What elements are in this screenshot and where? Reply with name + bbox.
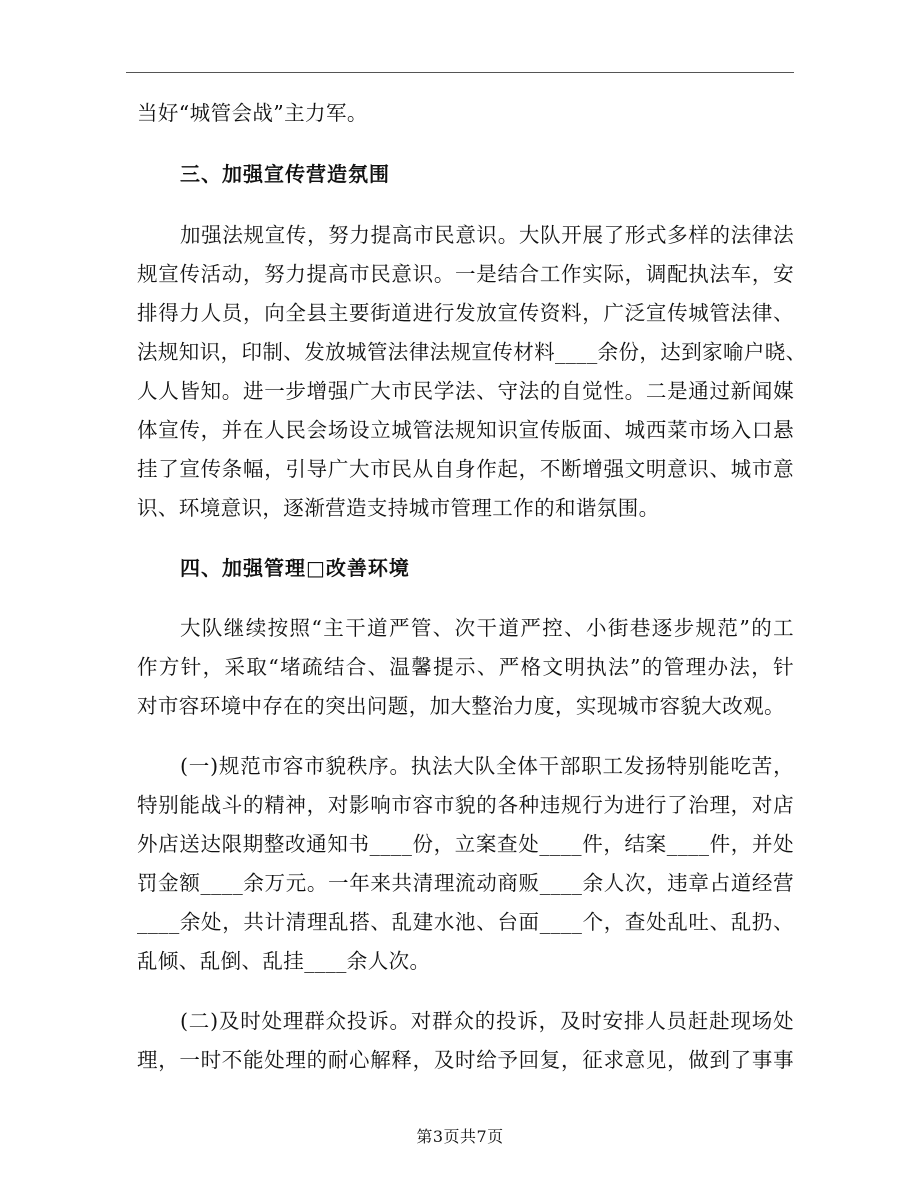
paragraph-line: ____余处，共计清理乱搭、乱建水池、台面____个，查处乱吐、乱扔、 [137, 910, 794, 934]
section-heading-3: 三、加强宣传营造氛围 [180, 162, 390, 186]
header-rule [126, 72, 794, 73]
paragraph-line: 加强法规宣传，努力提高市民意识。大队开展了形式多样的法律法 [180, 223, 794, 247]
paragraph-line: 大队继续按照“主干道严管、次干道严控、小街巷逐步规范”的工 [180, 616, 794, 640]
paragraph-line: 排得力人员，向全县主要街道进行发放宣传资料，广泛宣传城管法律、 [137, 301, 794, 325]
paragraph-line: 外店送达限期整改通知书____份，立案查处____件，结案____件，并处 [137, 832, 794, 856]
paragraph-line: 当好“城管会战”主力军。 [137, 101, 368, 125]
paragraph-management [137, 613, 794, 721]
paragraph-line: 对市容环境中存在的突出问题，加大整治力度，实现城市容貌大改观。 [137, 694, 785, 718]
paragraph-line: 罚金额____余万元。一年来共清理流动商贩____余人次，违章占道经营 [137, 871, 794, 895]
paragraph-publicity [137, 220, 807, 523]
paragraph-line: 挂了宣传条幅，引导广大市民从自身作起，不断增强文明意识、城市意 [137, 457, 794, 481]
paragraph-city-appearance [137, 751, 794, 976]
page-footer: 第3页共7页 [416, 1127, 504, 1146]
paragraph-line: 作方针，采取“堵疏结合、温馨提示、严格文明执法”的管理办法，针 [137, 655, 794, 679]
paragraph-line: 规宣传活动，努力提高市民意识。一是结合工作实际，调配执法车，安 [137, 262, 794, 286]
paragraph-line: 人人皆知。进一步增强广大市民学法、守法的自觉性。二是通过新闻媒 [137, 379, 794, 403]
paragraph-complaints [137, 1006, 794, 1075]
paragraph-line: 理，一时不能处理的耐心解释，及时给予回复，征求意见，做到了事事 [137, 1048, 794, 1072]
paragraph-line: (二)及时处理群众投诉。对群众的投诉，及时安排人员赶赴现场处 [180, 1009, 794, 1033]
paragraph-line: 特别能战斗的精神，对影响市容市貌的各种违规行为进行了治理，对店 [137, 793, 794, 817]
paragraph-line: 法规知识，印制、发放城管法律法规宣传材料____余份，达到家喻户晓、 [137, 340, 807, 364]
paragraph-line: 乱倾、乱倒、乱挂____余人次。 [137, 949, 431, 973]
document-body [137, 98, 807, 1075]
paragraph-line: 体宣传，并在人民会场设立城管法规知识宣传版面、城西菜市场入口悬 [137, 418, 794, 442]
paragraph-line: 识、环境意识，逐渐营造支持城市管理工作的和谐氛围。 [137, 496, 660, 520]
section-heading-4: 四、加强管理□改善环境 [180, 556, 410, 580]
paragraph-line: (一)规范市容市貌秩序。执法大队全体干部职工发扬特别能吃苦， [180, 754, 794, 778]
